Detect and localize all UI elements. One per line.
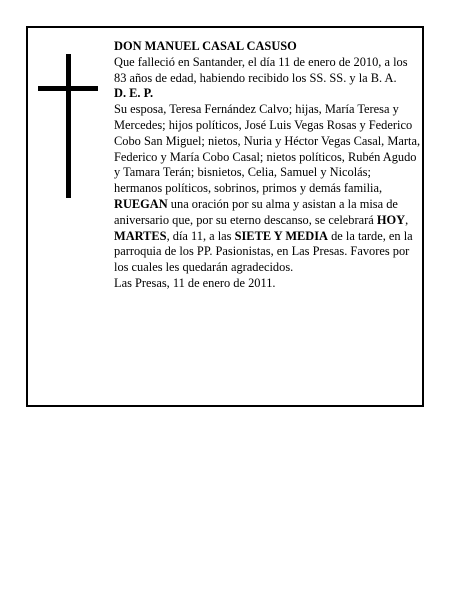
request-text-3: de la tarde, en la parroquia de los PP. Pasionistas, en Las Presas. Favores por los cuales les quedarán agradecidos. [114,228,413,275]
death-notice [26,26,424,407]
request-comma: , [405,212,409,227]
rest-in-peace: D. E. P. [114,86,154,101]
mass-time: SIETE Y MEDIA [234,228,329,243]
place-date: Las Presas, 11 de enero de 2011. [114,275,276,290]
ruegan-label: RUEGAN [114,196,168,211]
deceased-name: DON MANUEL CASAL CASUSO [114,39,297,53]
cross-horizontal-bar [38,86,98,91]
death-statement: Que falleció en Santander, el día 11 de enero de 2010, a los 83 años de edad, habiendo recibido los SS. SS. y la B. A. [114,54,408,85]
martes-label: MARTES [114,228,167,243]
request-text-2: , día 11, a las [166,228,235,243]
cross-icon [38,54,98,198]
cross-vertical-bar [66,54,71,198]
hoy-label: HOY [376,212,406,227]
family-list: Su esposa, Teresa Fernández Calvo; hijas, María Teresa y Mercedes; hijos políticos, José Luis Vegas Rosas y Federico Cobo San Miguel; nietos, Nuria y Héctor Vegas Casal, Marta, Federico y María Cobo Casal; nietos políticos, Rubén Agudo y Tamara Terán; bisnietos, Celia, Samuel y Nicolás; hermanos políticos, sobrinos, primos y demás familia, [114,102,421,196]
request-text-1: una oración por su alma y asistan a la misa de aniversario que, por su eterno descanso, se celebrará [114,196,398,227]
notice-text [114,39,422,292]
mass-request [114,197,422,276]
